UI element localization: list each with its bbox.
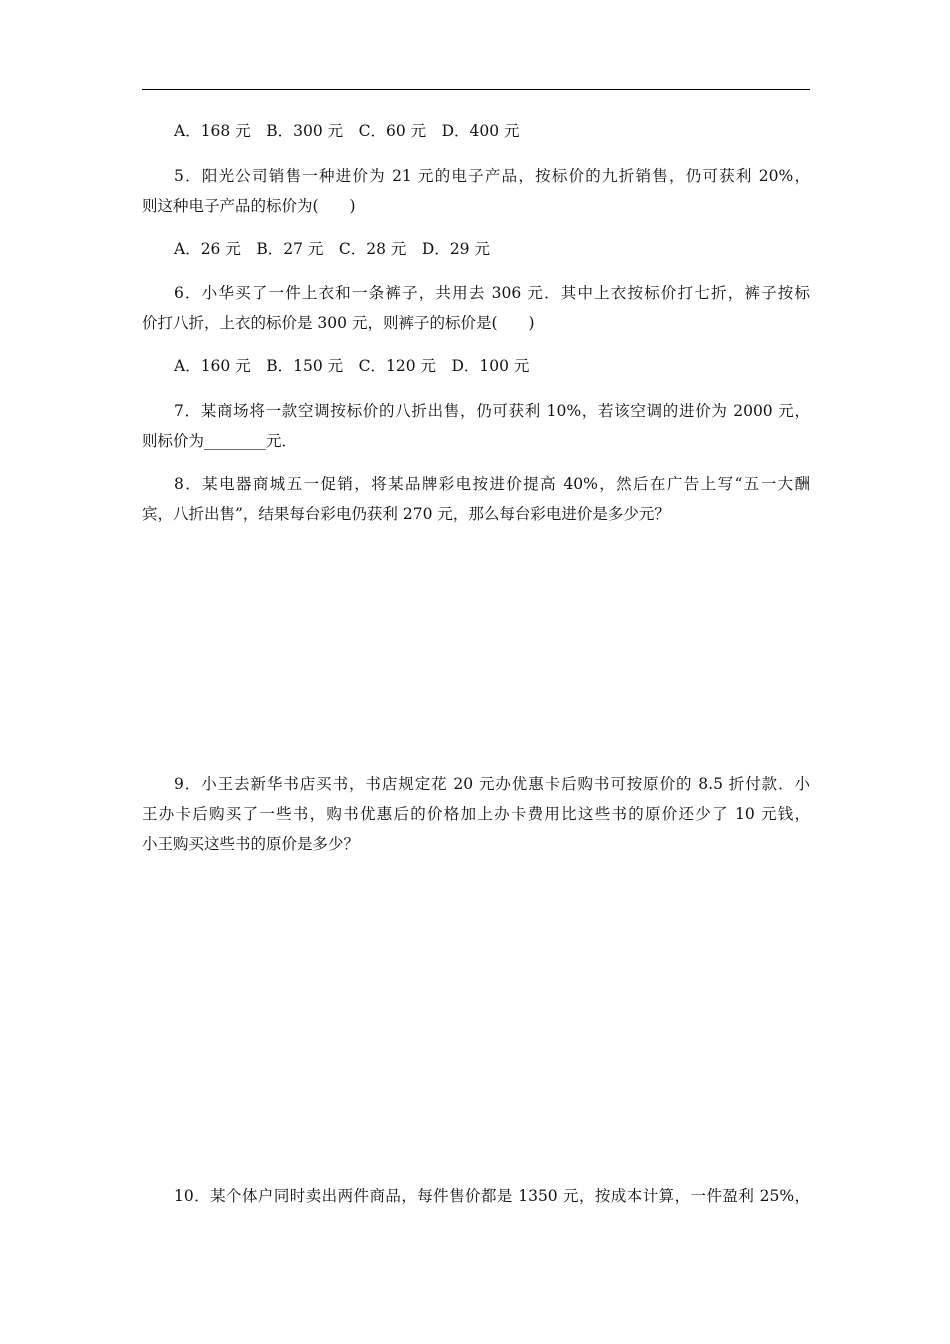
q6-text-line-1: 6．小华买了一件上衣和一条裤子，共用去 306 元．其中上衣按标价打七折，裤子按标: [174, 284, 810, 302]
q4-options: A．168 元 B．300 元 C．60 元 D．400 元: [174, 122, 520, 140]
q9-text-line-2: 王办卡后购买了一些书，购书优惠后的价格加上办卡费用比这些书的原价还少了 10 元钱，: [142, 805, 810, 823]
q7-text-line-1: 7．某商场将一款空调按标价的八折出售，仍可获利 10%，若该空调的进价为 2000 元，: [174, 402, 810, 420]
q7-text-line-2: 则标价为________元．: [142, 432, 298, 450]
q9-text-line-3: 小王购买这些书的原价是多少？: [142, 835, 360, 853]
q5-options: A．26 元 B．27 元 C．28 元 D．29 元: [174, 240, 490, 258]
q8-text-line-2: 宾，八折出售”，结果每台彩电仍获利 270 元，那么每台彩电进价是多少元？: [142, 505, 670, 523]
q6-text-line-2: 价打八折，上衣的标价是 300 元，则裤子的标价是( ): [142, 314, 535, 332]
q9-text-line-1: 9．小王去新华书店买书，书店规定花 20 元办优惠卡后购书可按原价的 8.5 折付款．小: [174, 775, 810, 793]
q5-text-line-1: 5．阳光公司销售一种进价为 21 元的电子产品，按标价的九折销售，仍可获利 20%，: [174, 167, 810, 185]
q8-text-line-1: 8．某电器商城五一促销，将某品牌彩电按进价提高 40%，然后在广告上写“五一大酬: [174, 475, 810, 493]
q10-text-line-1: 10．某个体户同时卖出两件商品，每件售价都是 1350 元，按成本计算，一件盈利 25%，: [174, 1187, 810, 1205]
q6-options: A．160 元 B．150 元 C．120 元 D．100 元: [174, 357, 530, 375]
q5-text-line-2: 则这种电子产品的标价为( ): [142, 197, 356, 215]
header-rule: [142, 89, 810, 90]
